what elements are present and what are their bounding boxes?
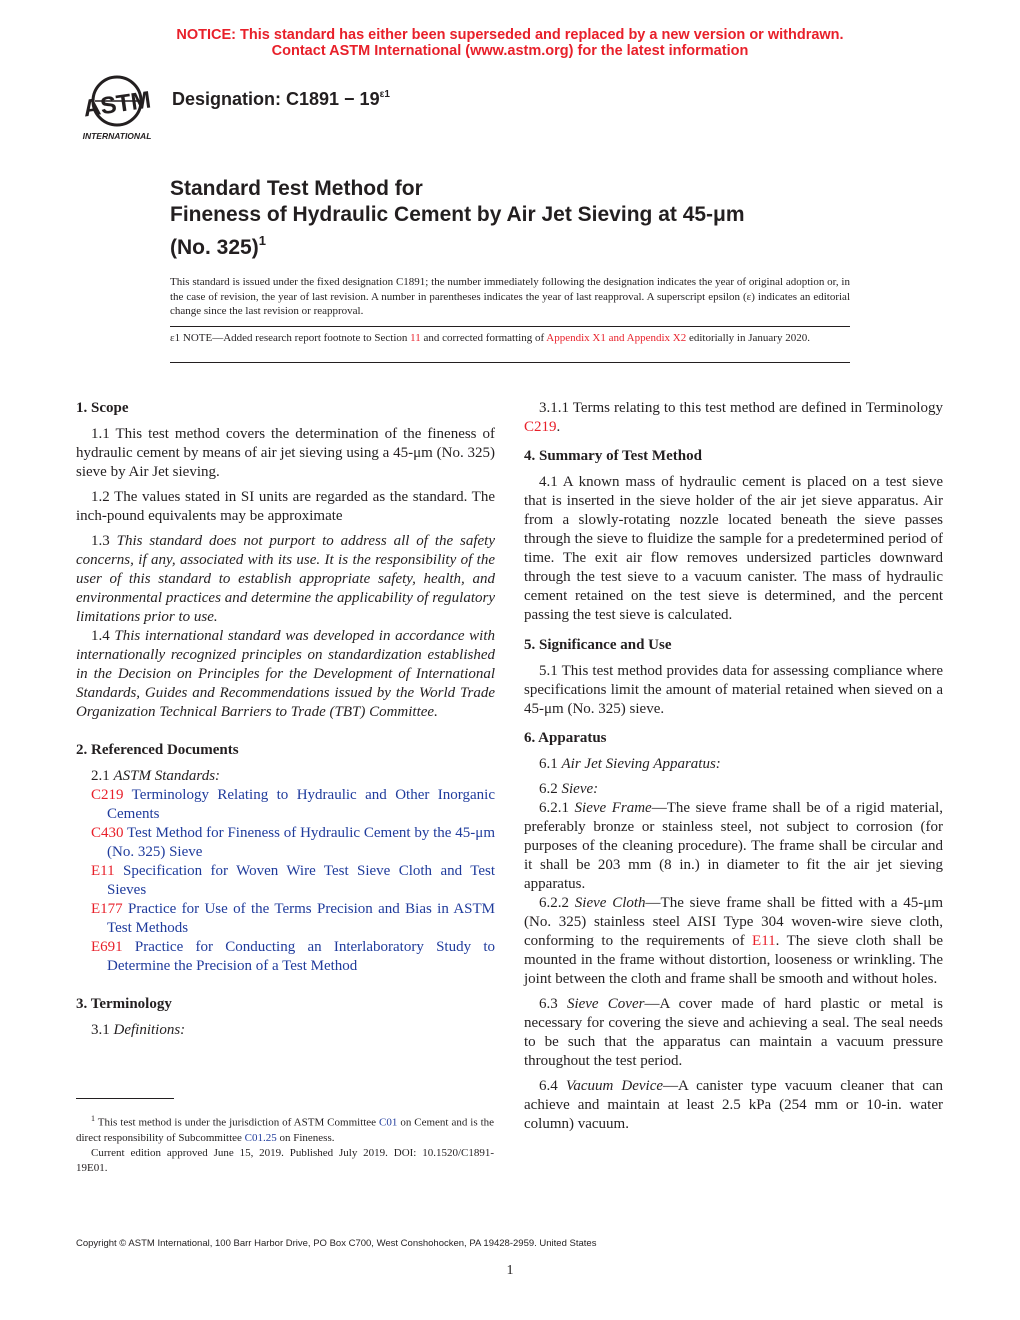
- section-heading: 4. Summary of Test Method: [524, 448, 702, 464]
- section-heading: 5. Significance and Use: [524, 637, 672, 653]
- appendix-x2-link[interactable]: Appendix X2: [626, 332, 687, 344]
- para-text: ASTM Standards:: [113, 768, 221, 784]
- footnote-text: on Fineness.: [276, 1131, 335, 1144]
- right-column: [524, 399, 943, 1134]
- footnote-rule: [76, 1098, 174, 1099]
- subcommittee-c01-25-link[interactable]: C01.25: [244, 1131, 277, 1144]
- para-1-3: [76, 532, 495, 627]
- para-text: . The sieve cloth shall be mounted in the frame without distortion, looseness or wrinkling. The joint between the cloth and frame shall be smooth and without holes.: [524, 933, 943, 987]
- reference-e177[interactable]: [76, 900, 495, 938]
- reference-code[interactable]: E177: [91, 901, 123, 917]
- title-line-3-text: (No. 325): [170, 236, 259, 259]
- title-footnote-mark: 1: [258, 233, 266, 248]
- designation-superscript: ε1: [379, 89, 390, 100]
- para-number: 6.1: [539, 756, 562, 772]
- divider: [170, 326, 850, 327]
- reference-code[interactable]: E691: [91, 939, 123, 955]
- para-6-3: [524, 995, 943, 1071]
- para-4-1: 4.1 A known mass of hydraulic cement is placed on a test sieve that is inserted in the sieve holder of the air jet sieve apparatus. Air from a slowly-rotating nozzle located beneath the sieve passes through the sieve to fluidize the sample for a predetermined period of time. The exit air flow removes undersized particles downward through the test sieve to a vacuum canister. The mass of hydraulic cement retained on the test sieve is determined, and the percent passing the test sieve is calculated.: [524, 474, 943, 623]
- epsilon-and: and: [605, 332, 627, 344]
- epsilon-text-1: NOTE—Added research report footnote to Section: [180, 332, 411, 344]
- para-number: 6.2: [539, 781, 562, 797]
- para-number: 6.4: [539, 1078, 566, 1094]
- reference-code[interactable]: C430: [91, 825, 124, 841]
- section-heading: 6. Apparatus: [524, 730, 607, 746]
- para-text: —A cover made of hard plastic or metal is necessary for covering the sieve and achieving a seal. The seal needs to be such that the apparatus can maintain a vacuum pressure throughout the test period.: [524, 996, 943, 1069]
- para-term: Sieve Frame: [574, 800, 652, 816]
- section-11-link[interactable]: 11: [410, 332, 421, 344]
- para-text: Definitions:: [113, 1022, 186, 1038]
- reference-code[interactable]: C219: [91, 787, 124, 803]
- page-number: 1: [506, 1263, 514, 1278]
- reference-title[interactable]: Practice for Conducting an Interlaboratory Study to Determine the Precision of a Test Method: [107, 939, 495, 974]
- para-number: 6.2.2: [539, 895, 575, 911]
- footnote: [76, 1111, 494, 1176]
- para-text: —A canister type vacuum cleaner that can achieve and maintain at least 2.5 kPa (254 mm or 10-in. water column) vacuum.: [524, 1078, 944, 1132]
- para-5-1: 5.1 This test method provides data for assessing compliance where specifications limit the amount of material retained when sieved on a 45-μm (No. 325) sieve.: [524, 663, 943, 717]
- reference-e691[interactable]: [76, 938, 495, 976]
- astm-logo: [74, 74, 160, 144]
- section-heading: 1. Scope: [76, 400, 129, 416]
- designation-label: Designation: C1891 − 19: [172, 89, 380, 109]
- para-1-2: 1.2 The values stated in SI units are regarded as the standard. The inch-pound equivalents may be approximate: [76, 489, 495, 524]
- para-3-1-1: [524, 399, 943, 437]
- divider: [170, 362, 850, 363]
- committee-c01-link[interactable]: C01: [379, 1116, 398, 1129]
- para-1-1: 1.1 This test method covers the determination of the fineness of hydraulic cement by means of air jet sieving using a 45-μm (No. 325) sieve by Air Jet sieving.: [76, 426, 495, 480]
- para-6-2: [524, 780, 943, 799]
- para-6-2-1: [524, 799, 943, 894]
- para-text: Sieve:: [561, 781, 599, 797]
- reference-c430[interactable]: [76, 824, 495, 862]
- epsilon-text-2: and corrected formatting of: [420, 332, 547, 344]
- footnote-mark: 1: [91, 1114, 95, 1123]
- para-term: Sieve Cloth: [574, 895, 646, 911]
- logo-text: ASTM: [81, 86, 153, 123]
- para-1-4: [76, 627, 495, 722]
- reference-c219-link[interactable]: C219: [524, 419, 557, 435]
- para-text: —The sieve frame shall be fitted with a 45-μm (No. 325) stainless steel AISI Type 304 woven-wire sieve cloth, conforming to the requirements of: [524, 895, 944, 949]
- footnote-edition: Current edition approved June 15, 2019. Published July 2019. DOI: 10.1520/C1891-19E01.: [76, 1146, 494, 1174]
- logo-subtext: INTERNATIONAL: [82, 131, 152, 141]
- para-number: 1.4: [91, 628, 115, 644]
- epsilon-text-3: editorially in January 2020.: [686, 332, 810, 344]
- footnote-text: This test method is under the jurisdiction of ASTM Committee: [95, 1116, 380, 1129]
- para-number: 2.1: [91, 768, 114, 784]
- notice-line-1: NOTICE: This standard has either been superseded and replaced by a new version or withdrawn.: [176, 27, 844, 43]
- appendix-x1-link[interactable]: Appendix X1: [546, 332, 606, 344]
- footnote-text: on Cement and is the direct responsibility of Subcommittee: [76, 1116, 495, 1144]
- reference-e11-link[interactable]: E11: [752, 933, 776, 949]
- para-text: 3.1.1 Terms relating to this test method are defined in Terminology: [539, 400, 943, 416]
- reference-code[interactable]: E11: [91, 863, 115, 879]
- title-line-2: Fineness of Hydraulic Cement by Air Jet Sieving at 45-μm: [170, 203, 745, 226]
- epsilon-mark: ε1: [170, 332, 181, 344]
- reference-e11[interactable]: [76, 862, 495, 900]
- section-heading: 2. Referenced Documents: [76, 742, 239, 758]
- para-number: 6.3: [539, 996, 567, 1012]
- issue-note: This standard is issued under the fixed designation C1891; the number immediately following the designation indicates the year of original adoption or, in the case of revision, the year of last revision. A number in parentheses indicates the year of last reapproval. A superscript epsilon (ε) indicates an editorial change since the last revision or reapproval.: [170, 276, 850, 317]
- para-3-1: [76, 1021, 495, 1040]
- notice-line-2: Contact ASTM International (www.astm.org) for the latest information: [271, 43, 749, 59]
- para-6-1: [524, 755, 943, 774]
- left-column: [76, 399, 495, 1040]
- para-term: Sieve Cover: [566, 996, 645, 1012]
- title-line-1: Standard Test Method for: [170, 177, 423, 200]
- para-2-1: [76, 767, 495, 786]
- reference-title[interactable]: Specification for Woven Wire Test Sieve Cloth and Test Sieves: [107, 863, 495, 898]
- reference-title[interactable]: Practice for Use of the Terms Precision and Bias in ASTM Test Methods: [107, 901, 495, 936]
- reference-title[interactable]: Terminology Relating to Hydraulic and Other Inorganic Cements: [107, 787, 495, 822]
- title-line-3: [170, 228, 870, 261]
- para-6-4: [524, 1077, 943, 1134]
- para-6-2-2: [524, 894, 943, 989]
- epsilon-note: [170, 331, 850, 346]
- footnote-1: [76, 1111, 494, 1146]
- para-text: This international standard was developed in accordance with internationally recognized principles on standardization established in the Decision on Principles for the Development of International Standards, Guides and Recommendations issued by the World Trade Organization Technical Barriers to Trade (TBT) Committee.: [76, 628, 495, 720]
- section-heading: 3. Terminology: [76, 996, 172, 1012]
- reference-c219[interactable]: [76, 786, 495, 824]
- copyright: Copyright © ASTM International, 100 Barr Harbor Drive, PO Box C700, West Conshohocken, PA 19428-2959. United States: [76, 1238, 597, 1249]
- reference-title[interactable]: Test Method for Fineness of Hydraulic Cement by the 45-μm (No. 325) Sieve: [107, 825, 495, 860]
- para-text: .: [556, 419, 561, 435]
- designation: [172, 89, 390, 110]
- para-number: 1.3: [91, 533, 117, 549]
- para-text: —The sieve frame shall be of a rigid material, preferably bronze or stainless steel, not subject to corrosion (for purposes of the cleaning procedure). The frame shall be circular and it shall be 203 mm (8 in.) in diameter to fit the air jet sieving apparatus.: [524, 800, 943, 892]
- para-number: 6.2.1: [539, 800, 575, 816]
- para-term: Vacuum Device: [565, 1078, 664, 1094]
- para-text: Air Jet Sieving Apparatus:: [561, 756, 721, 772]
- para-number: 3.1: [91, 1022, 114, 1038]
- para-text: This standard does not purport to address all of the safety concerns, if any, associated with its use. It is the responsibility of the user of this standard to establish appropriate safety, health, and environmental practices and determine the applicability of regulatory limitations prior to use.: [76, 533, 496, 625]
